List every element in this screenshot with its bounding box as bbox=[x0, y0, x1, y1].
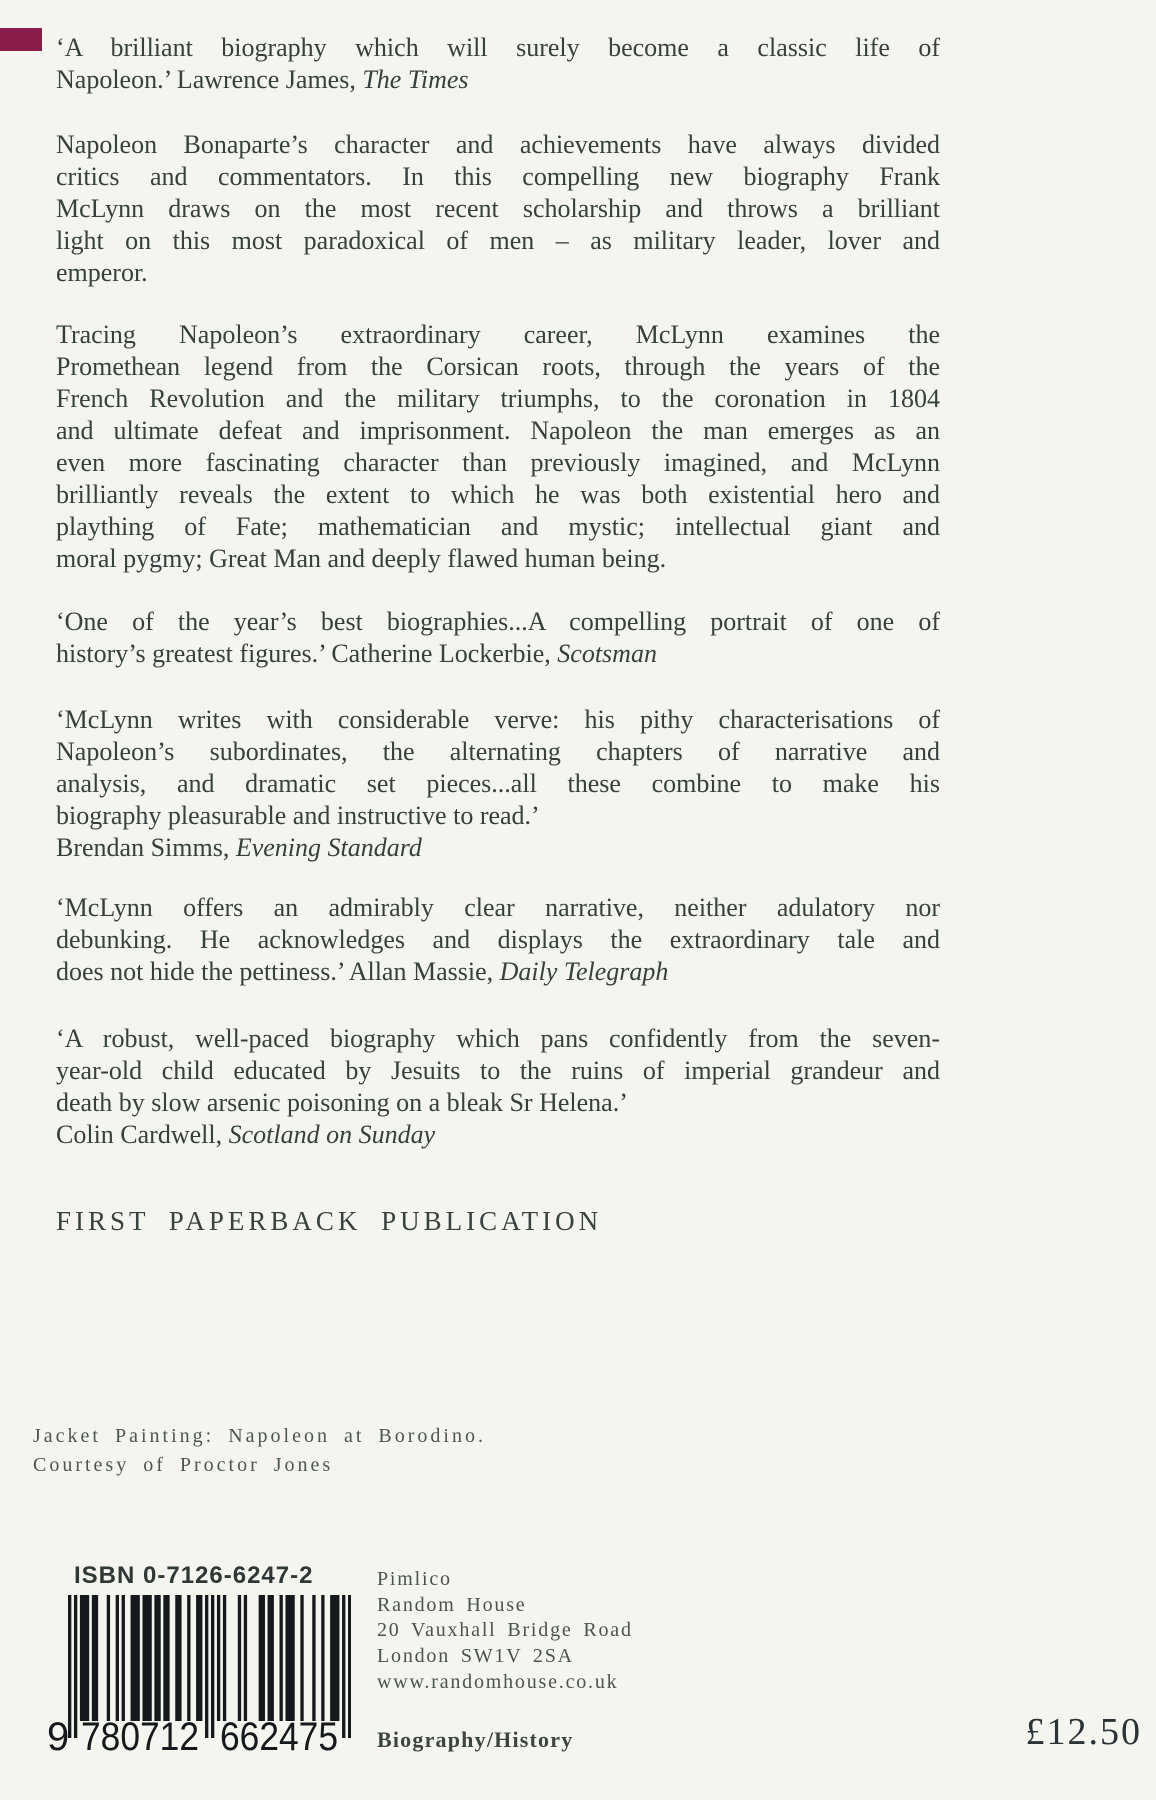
text-segment: brilliantly reveals the extent to which he was both existential hero and bbox=[56, 480, 940, 509]
text-segment: Brendan Simms, bbox=[56, 833, 236, 862]
text-segment: and ultimate defeat and imprisonment. Napoleon the man emerges as an bbox=[56, 416, 940, 445]
text-line bbox=[56, 479, 940, 511]
text-segment: Tracing Napoleon’s extraordinary career, McLynn examines the bbox=[56, 320, 940, 349]
text-segment: debunking. He acknowledges and displays the extraordinary tale and bbox=[56, 925, 940, 954]
barcode-bar bbox=[178, 1595, 181, 1721]
publication-heading: FIRST PAPERBACK PUBLICATION bbox=[56, 1206, 603, 1236]
text-segment: Promethean legend from the Corsican roots, through the years of the bbox=[56, 352, 940, 381]
text-line bbox=[56, 736, 940, 768]
barcode-bar bbox=[285, 1595, 288, 1721]
text-line bbox=[56, 543, 940, 575]
publisher-block bbox=[377, 1567, 633, 1696]
barcode-bar bbox=[348, 1595, 351, 1738]
ean13-barcode bbox=[45, 1595, 351, 1753]
text-line bbox=[56, 768, 940, 800]
barcode-digits-left-group: 780712 bbox=[81, 1715, 199, 1753]
publication-title-italic: Evening Standard bbox=[235, 833, 422, 862]
text-line bbox=[56, 129, 940, 161]
barcode-bar bbox=[142, 1595, 145, 1721]
barcode-bar bbox=[166, 1595, 169, 1721]
barcode-bar bbox=[205, 1595, 208, 1738]
text-line bbox=[56, 1023, 940, 1055]
text-line bbox=[56, 511, 940, 543]
text-line bbox=[56, 606, 940, 638]
barcode-bar bbox=[342, 1595, 345, 1738]
text-line bbox=[56, 892, 940, 924]
publication-title-italic: Daily Telegraph bbox=[499, 957, 669, 986]
text-line bbox=[56, 193, 940, 225]
barcode-bar bbox=[288, 1595, 291, 1721]
text-line bbox=[56, 1055, 940, 1087]
barcode-bar bbox=[122, 1595, 125, 1721]
text-line bbox=[56, 704, 940, 736]
text-line bbox=[56, 225, 940, 257]
barcode-bar bbox=[300, 1595, 303, 1721]
jacket-credit-line-1: Jacket Painting: Napoleon at Borodino. bbox=[33, 1425, 486, 1447]
barcode-bar bbox=[291, 1595, 294, 1721]
text-line bbox=[56, 415, 940, 447]
text-segment: ‘McLynn offers an admirably clear narrative, neither adulatory nor bbox=[56, 893, 940, 922]
text-segment: year-old child educated by Jesuits to the ruins of imperial grandeur and bbox=[56, 1056, 940, 1085]
barcode-bar bbox=[280, 1595, 283, 1721]
praise-quote-scotland-on-sunday bbox=[56, 1023, 940, 1151]
barcode-bar bbox=[154, 1595, 157, 1721]
barcode-bar bbox=[238, 1595, 241, 1721]
text-line bbox=[56, 924, 940, 956]
text-segment: biography pleasurable and instructive to read.’ bbox=[56, 801, 540, 830]
barcode-bar bbox=[163, 1595, 166, 1721]
text-segment: Napoleon Bonaparte’s character and achievements have always divided bbox=[56, 130, 940, 159]
text-line bbox=[56, 383, 940, 415]
text-line bbox=[56, 638, 940, 670]
text-line bbox=[56, 956, 940, 988]
barcode-bar bbox=[145, 1595, 148, 1721]
barcode-bar bbox=[321, 1595, 324, 1721]
barcode-bar bbox=[92, 1595, 95, 1721]
barcode-bar bbox=[175, 1595, 178, 1721]
publisher-address-line2: London SW1V 2SA bbox=[377, 1645, 574, 1668]
barcode-bar bbox=[199, 1595, 202, 1721]
text-segment: ‘A robust, well-paced biography which pans confidently from the seven- bbox=[56, 1024, 940, 1053]
barcode-bar bbox=[244, 1595, 247, 1721]
publisher-address-line1: 20 Vauxhall Bridge Road bbox=[377, 1619, 633, 1642]
publication-title-italic: Scotsman bbox=[557, 639, 657, 668]
publication-title-italic: The Times bbox=[362, 65, 469, 94]
text-segment: Napoleon’s subordinates, the alternating chapters of narrative and bbox=[56, 737, 940, 766]
printers-mark-accent-bar bbox=[0, 28, 42, 51]
publisher-name: Random House bbox=[377, 1593, 527, 1616]
text-line bbox=[56, 447, 940, 479]
text-segment: analysis, and dramatic set pieces...all these combine to make his bbox=[56, 769, 940, 798]
publication-title-italic: Scotland on Sunday bbox=[228, 1120, 436, 1149]
barcode-bar bbox=[262, 1595, 265, 1721]
barcode-bar bbox=[134, 1595, 137, 1721]
text-segment: emperor. bbox=[56, 258, 148, 287]
barcode-bar bbox=[223, 1595, 226, 1721]
text-segment: history’s greatest figures.’ Catherine Lockerbie, bbox=[56, 639, 558, 668]
text-line bbox=[56, 161, 940, 193]
text-segment: Colin Cardwell, bbox=[56, 1120, 229, 1149]
barcode-bar bbox=[217, 1595, 220, 1721]
text-segment: moral pygmy; Great Man and deeply flawed human being. bbox=[56, 544, 667, 573]
barcode-bar bbox=[148, 1595, 151, 1721]
jacket-painting-credit bbox=[33, 1422, 486, 1480]
text-line bbox=[56, 1119, 940, 1151]
barcode-bar bbox=[74, 1595, 77, 1738]
barcode-bar bbox=[95, 1595, 98, 1721]
text-segment: plaything of Fate; mathematician and mystic; intellectual giant and bbox=[56, 512, 940, 541]
text-segment: death by slow arsenic poisoning on a bleak Sr Helena.’ bbox=[56, 1088, 628, 1117]
text-line bbox=[56, 64, 940, 96]
price-label: £12.50 bbox=[1025, 1711, 1142, 1753]
jacket-credit-line-2: Courtesy of Proctor Jones bbox=[33, 1454, 334, 1476]
text-segment: Napoleon.’ Lawrence James, bbox=[56, 65, 363, 94]
synopsis-paragraph-2 bbox=[56, 319, 940, 575]
category-label: Biography/History bbox=[377, 1727, 574, 1752]
barcode-bar bbox=[330, 1595, 333, 1721]
barcode-bar bbox=[312, 1595, 315, 1721]
text-segment: does not hide the pettiness.’ Allan Massie, bbox=[56, 957, 500, 986]
text-segment: McLynn draws on the most recent scholarship and throws a brilliant bbox=[56, 194, 940, 223]
barcode-bar bbox=[83, 1595, 86, 1721]
isbn-number: ISBN 0-7126-6247-2 bbox=[74, 1562, 314, 1589]
praise-quote-daily-telegraph bbox=[56, 892, 940, 988]
text-line bbox=[56, 351, 940, 383]
text-segment: light on this most paradoxical of men – as military leader, lover and bbox=[56, 226, 940, 255]
text-segment: French Revolution and the military triumphs, to the coronation in 1804 bbox=[56, 384, 940, 413]
publisher-website: www.randomhouse.co.uk bbox=[377, 1670, 619, 1693]
barcode-bar bbox=[271, 1595, 274, 1721]
barcode-bar bbox=[336, 1595, 339, 1721]
text-segment: ‘A brilliant biography which will surely become a classic life of bbox=[56, 33, 940, 62]
text-line bbox=[56, 832, 940, 864]
barcode-bar bbox=[333, 1595, 336, 1721]
barcode-bar bbox=[116, 1595, 119, 1721]
barcode-bar bbox=[187, 1595, 190, 1721]
text-segment: even more fascinating character than previously imagined, and McLynn bbox=[56, 448, 940, 477]
barcode-bar bbox=[86, 1595, 89, 1721]
barcode-digit-lead: 9 bbox=[47, 1715, 70, 1753]
barcode-digits-right-group: 662475 bbox=[220, 1715, 338, 1753]
synopsis-paragraph-1 bbox=[56, 129, 940, 289]
barcode-bar bbox=[211, 1595, 214, 1738]
barcode-bar bbox=[196, 1595, 199, 1721]
text-line bbox=[56, 800, 940, 832]
text-line bbox=[56, 319, 940, 351]
barcode-bar bbox=[268, 1595, 271, 1721]
barcode-bar bbox=[157, 1595, 160, 1721]
text-segment: ‘McLynn writes with considerable verve: his pithy characterisations of bbox=[56, 705, 940, 734]
text-segment: critics and commentators. In this compelling new biography Frank bbox=[56, 162, 940, 191]
text-segment: ‘One of the year’s best biographies...A compelling portrait of one of bbox=[56, 607, 940, 636]
barcode-bar bbox=[137, 1595, 140, 1721]
barcode-bar bbox=[131, 1595, 134, 1721]
praise-quote-scotsman bbox=[56, 606, 940, 670]
barcode-bar bbox=[107, 1595, 110, 1721]
publisher-imprint: Pimlico bbox=[377, 1568, 452, 1590]
praise-quote-evening-standard bbox=[56, 704, 940, 864]
barcode-bar bbox=[259, 1595, 262, 1721]
praise-quote-the-times bbox=[56, 32, 940, 96]
text-line bbox=[56, 257, 940, 289]
text-line bbox=[56, 32, 940, 64]
text-line bbox=[56, 1087, 940, 1119]
barcode-bar bbox=[80, 1595, 83, 1721]
